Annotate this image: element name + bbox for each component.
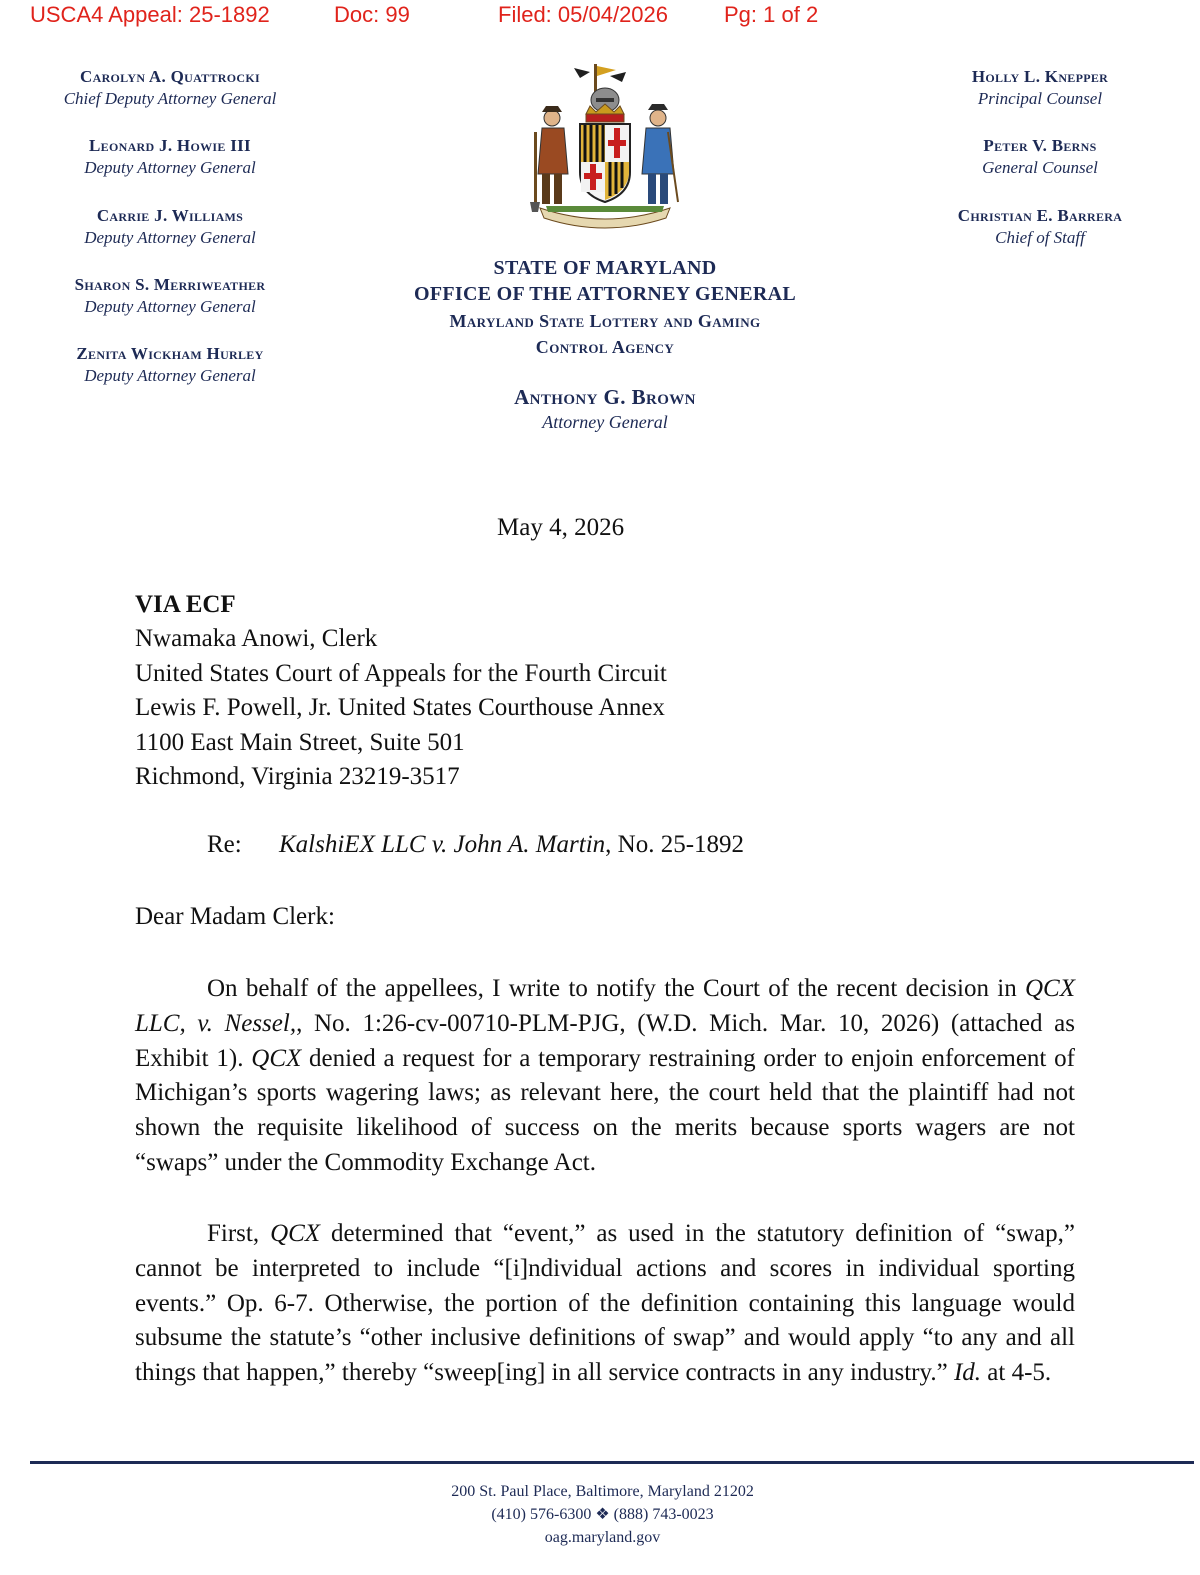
letterhead-agency-line1: Maryland State Lottery and Gaming [449, 311, 761, 331]
paragraph-text: denied a request for a temporary restraining order to enjoin enforcement of Michigan’s sports wagering laws; as relevant here, the court held that the plaintiff had not shown the requisite likelihood of success on the merits because sports wagers are not “swaps” under the Commodity Exchange Act. [135, 1044, 1075, 1176]
recipient-line: United States Court of Appeals for the Fourth Circuit [135, 659, 667, 687]
re-label: Re: [207, 831, 242, 858]
official-name: Holly L. Knepper [971, 67, 1109, 86]
letterhead-agency-line2: Control Agency [535, 337, 675, 357]
official-title: Deputy Attorney General [84, 228, 256, 247]
official-name: Carolyn A. Quattrocki [80, 67, 260, 86]
official-title: Deputy Attorney General [84, 158, 256, 177]
re-line [207, 831, 744, 859]
body-paragraph-2 [135, 1217, 1075, 1391]
case-short-name: QCX [251, 1044, 302, 1072]
official-entry [880, 205, 1200, 249]
appeal-number: USCA4 Appeal: 25-1892 [30, 2, 270, 27]
footer-address: 200 St. Paul Place, Baltimore, Maryland 21202 [451, 1483, 754, 1500]
official-name: Peter V. Berns [983, 136, 1097, 155]
official-title: Deputy Attorney General [84, 366, 256, 385]
recipient-line: Nwamaka Anowi, Clerk [135, 625, 378, 653]
paragraph-text: On behalf of the appellees, I write to notify the Court of the recent decision in [207, 975, 1025, 1002]
delivery-method: VIA ECF [135, 591, 236, 618]
case-short-name: QCX [270, 1220, 321, 1247]
footer-phones [300, 1503, 905, 1526]
case-name: KalshiEX LLC v. John A. Martin [279, 831, 606, 858]
recipient-line: Richmond, Virginia 23219-3517 [135, 763, 460, 791]
footer-phone: (410) 576-6300 [491, 1506, 592, 1523]
official-name: Zenita Wickham Hurley [76, 344, 264, 363]
attorney-general-name: Anthony G. Brown [514, 385, 696, 409]
official-name: Sharon S. Merriweather [74, 275, 266, 294]
letter-date: May 4, 2026 [497, 514, 625, 541]
diamond-separator-icon: ❖ [595, 1506, 610, 1523]
official-entry [10, 66, 330, 110]
official-entry [10, 274, 330, 318]
official-title: Deputy Attorney General [84, 297, 256, 316]
footer-divider [30, 1461, 1194, 1464]
official-name: Christian E. Barrera [957, 206, 1123, 225]
official-title: Chief of Staff [995, 228, 1085, 247]
official-entry [880, 66, 1200, 110]
footer-phone-tollfree: (888) 743-0023 [613, 1506, 714, 1523]
document-number: Doc: 99 [334, 2, 410, 27]
official-title: Chief Deputy Attorney General [63, 89, 277, 108]
official-title: General Counsel [982, 158, 1098, 177]
letterhead-office: OFFICE OF THE ATTORNEY GENERAL [413, 283, 797, 305]
filed-date: Filed: 05/04/2026 [498, 2, 669, 27]
official-entry [10, 343, 330, 387]
footer [300, 1480, 905, 1549]
paragraph-text: at 4-5. [981, 1359, 1052, 1387]
recipient-line: Lewis F. Powell, Jr. United States Courthouse Annex [135, 694, 665, 722]
page-count: Pg: 1 of 2 [724, 2, 819, 27]
official-entry [10, 205, 330, 249]
case-number: , No. 25-1892 [605, 831, 745, 858]
official-entry [10, 135, 330, 179]
recipient-line: 1100 East Main Street, Suite 501 [135, 728, 465, 756]
official-name: Carrie J. Williams [96, 206, 244, 225]
body-paragraph-1 [135, 972, 1075, 1181]
paragraph-text: First, [207, 1220, 271, 1247]
letterhead-state: STATE OF MARYLAND [493, 257, 717, 279]
official-title: Principal Counsel [977, 89, 1103, 108]
case-citation: QCX LLC, v. Nessel, [135, 975, 1075, 1037]
maryland-seal-icon [530, 62, 680, 234]
recipient-block [135, 588, 667, 794]
salutation: Dear Madam Clerk: [135, 903, 335, 930]
attorney-general-title: Attorney General [542, 412, 668, 432]
official-name: Leonard J. Howie III [89, 136, 251, 155]
paragraph-text: , No. 1:26-cv-00710-PLM-PJG, (W.D. Mich. Mar. 10, 2026) (attached as Exhibit 1). [135, 1009, 1075, 1072]
official-entry [880, 135, 1200, 179]
id-citation: Id. [953, 1359, 982, 1387]
footer-website: oag.maryland.gov [544, 1529, 661, 1546]
letterhead-agency [320, 308, 890, 360]
paragraph-text: determined that “event,” as used in the statutory definition of “swap,” cannot be interpreted to include “[i]ndividual actions and scores in individual sporting events.” Op. 6-7. Otherwise, the portion of the definition containing this language would subsume the statute’s “other inclusive definitions of swap” and would apply “to any and all things that happen,” thereby “sweep[ing] in all service contracts in any industry.” [135, 1220, 1076, 1387]
